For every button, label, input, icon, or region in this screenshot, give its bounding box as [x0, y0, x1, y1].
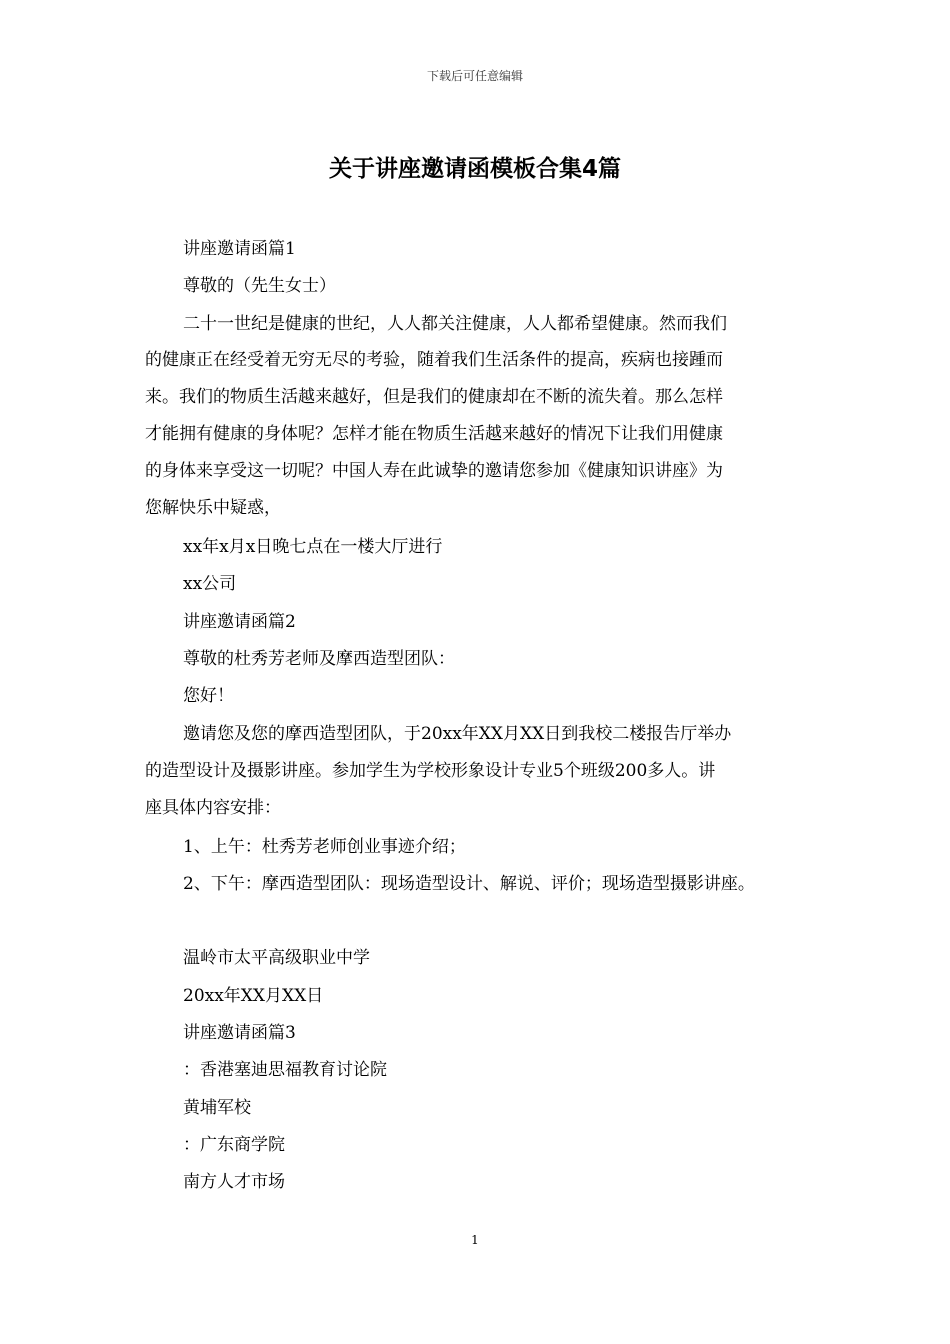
organizer-line: ：香港塞迪思福教育讨论院	[183, 1060, 387, 1080]
paragraph-line: 邀请您及您的摩西造型团队，于20xx年XX月XX日到我校二楼报告厅举办	[183, 724, 732, 744]
organizer-line: 黄埔军校	[183, 1098, 251, 1118]
paragraph-line: 您解快乐中疑惑，	[145, 498, 281, 518]
paragraph-line: 的健康正在经受着无穷无尽的考验，随着我们生活条件的提高，疾病也接踵而	[145, 350, 723, 370]
header-note: 下载后可任意编辑	[426, 69, 523, 83]
paragraph-line: 二十一世纪是健康的世纪，人人都关注健康，人人都希望健康。然而我们	[183, 314, 727, 334]
paragraph-line: 才能拥有健康的身体呢？怎样才能在物质生活越来越好的情况下让我们用健康	[145, 424, 723, 444]
organizer-line: 南方人才市场	[183, 1172, 285, 1192]
paragraph-line: 的造型设计及摄影讲座。参加学生为学校形象设计专业5个班级200多人。讲	[145, 761, 716, 781]
schedule-item-1: 1、上午：杜秀芳老师创业事迹介绍；	[183, 837, 466, 857]
schedule-item-2: 2、下午：摩西造型团队：现场造型设计、解说、评价；现场造型摄影讲座。	[183, 874, 755, 894]
paragraph-line: 的身体来享受这一切呢？中国人寿在此诚挚的邀请您参加《健康知识讲座》为	[145, 461, 723, 481]
paragraph-line: 来。我们的物质生活越来越好，但是我们的健康却在不断的流失着。那么怎样	[145, 387, 723, 407]
event-time: xx年x月x日晚七点在一楼大厅进行	[183, 537, 443, 557]
page-number: 1	[471, 1233, 479, 1247]
signature-school: 温岭市太平高级职业中学	[183, 948, 370, 968]
paragraph-line: 座具体内容安排：	[145, 798, 281, 818]
document-title: 关于讲座邀请函模板合集4篇	[328, 156, 621, 182]
section-heading-3: 讲座邀请函篇3	[183, 1023, 296, 1043]
signature-company: xx公司	[183, 574, 237, 594]
signature-date: 20xx年XX月XX日	[183, 986, 324, 1006]
greeting: 您好！	[183, 686, 234, 706]
organizer-line: ：广东商学院	[183, 1135, 285, 1155]
salutation: 尊敬的杜秀芳老师及摩西造型团队：	[183, 649, 455, 669]
section-heading-1: 讲座邀请函篇1	[183, 239, 296, 259]
section-heading-2: 讲座邀请函篇2	[183, 612, 296, 632]
salutation: 尊敬的（先生女士）	[183, 276, 336, 296]
